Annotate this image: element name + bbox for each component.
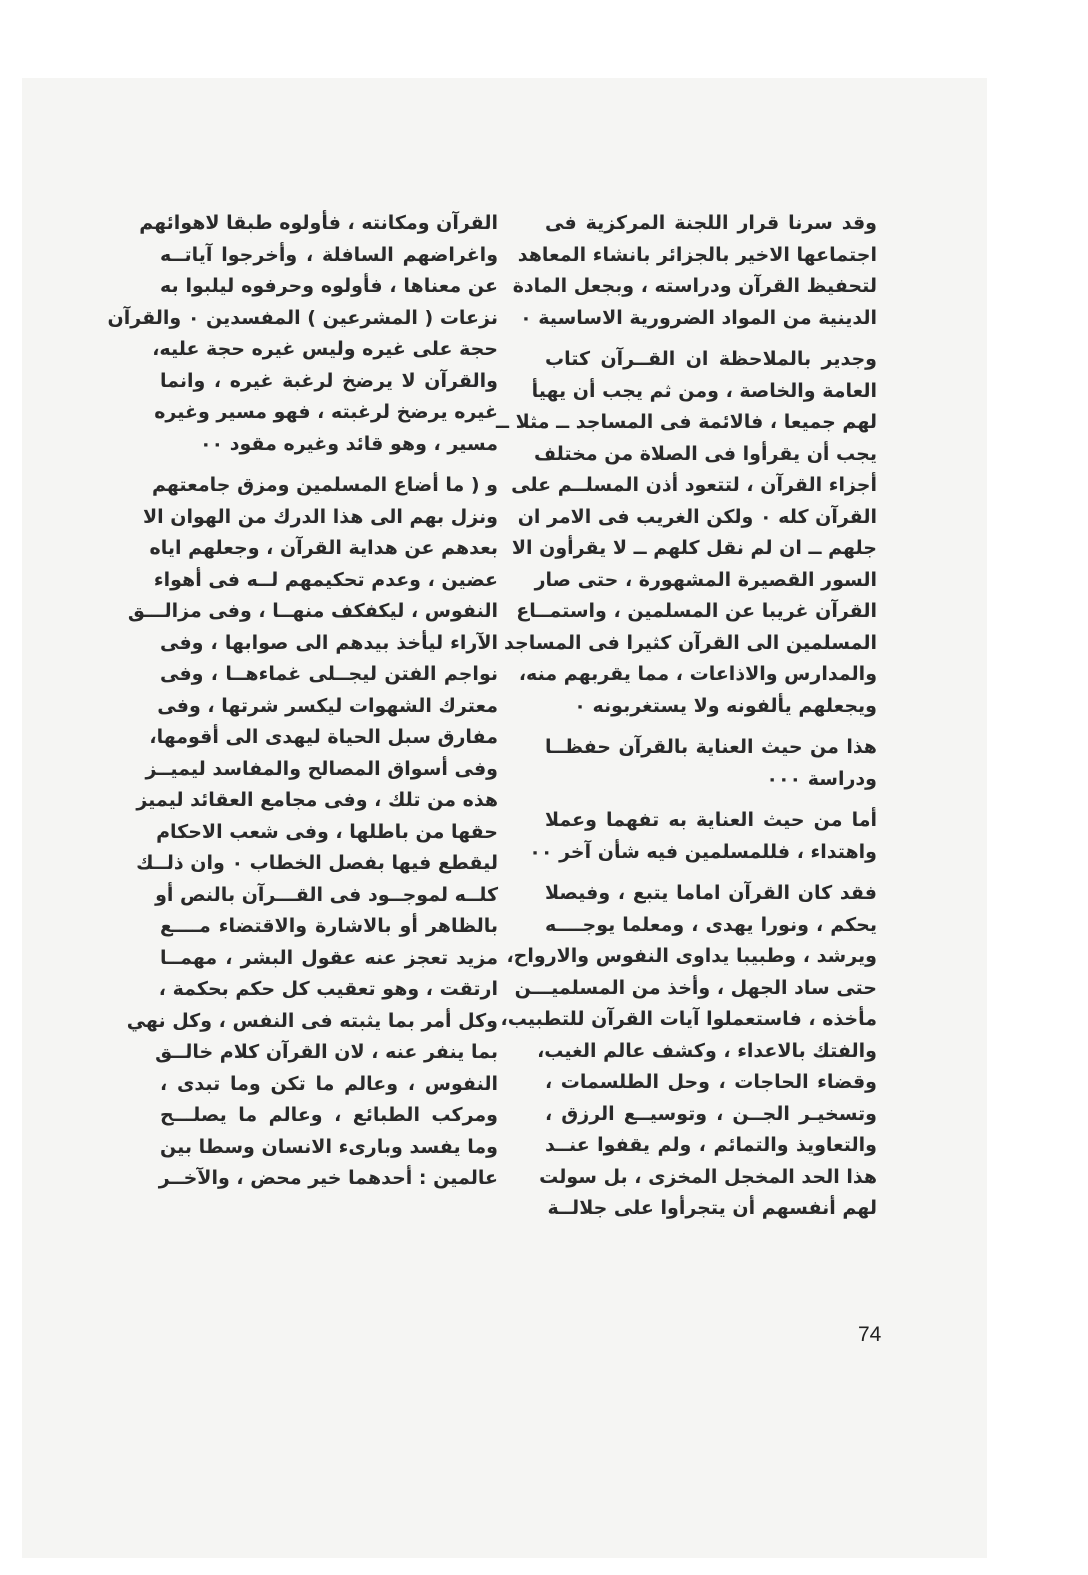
text-line: القرآن غريبا عن المسلمين ، واستمــاع <box>516 600 877 622</box>
text-line: وجدير بالملاحظة ان القــرآن كتاب <box>545 348 877 370</box>
paragraph <box>529 805 897 868</box>
text-line: وتسخيـر الجــن ، وتوسيــع الرزق ، <box>545 1102 877 1125</box>
text-line: لهم أنفسهم أن يتجرأوا على جلالــة <box>547 1197 877 1219</box>
text-line: لتحفيظ القرآن ودراسته ، وبجعل المادة <box>512 275 877 297</box>
text-line: نزعات ( المشرعين ) المفسدين ٠ والقرآن <box>107 306 498 329</box>
text-line: فقد كان القرآن اماما يتبع ، وفيصلا <box>545 882 877 904</box>
text-line: عن معناها ، فأولوه وحرفوه ليلبوا به <box>160 275 498 297</box>
text-line: الآراء ليأخذ بيدهم الى صوابها ، وفى <box>160 631 498 654</box>
text-line: المسلمين الى القرآن كثيرا فى المساجد <box>504 631 877 654</box>
text-line: جلهم ــ ان لم نقل كلهم ــ لا يقرأون الا <box>511 537 877 559</box>
text-line: اجتماعها الاخير بالجزائر بانشاء المعاهد <box>517 243 877 266</box>
paragraph <box>500 878 897 1225</box>
text-line: عالمين : أحدهما خير محض ، والآخــر <box>158 1167 498 1189</box>
text-line: حجة على غيره وليس غيره حجة عليه، <box>152 338 498 360</box>
paragraph <box>512 208 897 334</box>
text-line: والتعاويذ والتمائم ، ولم يقفوا عنــد <box>545 1134 877 1156</box>
text-line: ومركب الطبائع ، وعالم ما يصلـــح <box>160 1104 498 1126</box>
text-line: بالظاهر أو بالاشارة والاقتضاء مــــع <box>160 915 498 937</box>
text-line: أما من حيث العناية به تفهما وعملا <box>545 809 877 831</box>
page-number: 74 <box>858 1323 882 1346</box>
text-line: الدينية من المواد الضرورية الاساسية ٠ <box>520 306 877 329</box>
text-line: مزيد تعجز عنه عقول البشر ، مهمــا <box>160 946 498 969</box>
text-line: ويرشد ، وطبيبا يداوى النفوس والارواح، <box>506 945 877 967</box>
text-line: حتى ساد الجهل ، وأخذ من المسلميـــن <box>514 976 877 999</box>
text-line: النفوس ، وعالم ما تكن وما تبدى ، <box>160 1072 498 1095</box>
paragraph <box>126 470 518 1195</box>
text-line: القرآن كله ٠ ولكن الغريب فى الامر ان <box>517 505 877 528</box>
text-line: معترك الشهوات ليكسر شرتها ، وفى <box>157 694 498 717</box>
text-line: و ( ما أضاع المسلمين ومزق جامعتهم <box>151 474 498 496</box>
text-line: ارتقت ، وهو تعقيب كل حكم بحكمة ، <box>158 978 498 1000</box>
text-line: النفوس ، ليكفكف منهــا ، وفى مزالـــق <box>127 600 498 622</box>
text-line: كلــه لموجــود فى القـــرآن بالنص أو <box>155 883 498 906</box>
text-line: حقها من باطلها ، وفى شعب الاحكام <box>156 820 498 843</box>
text-line: بما ينفر عنه ، لان القرآن كلام خالــق <box>155 1041 498 1063</box>
text-line: هذه من تلك ، وفى مجامع العقائد ليميز <box>136 789 498 811</box>
text-line: القرآن ومكانته ، فأولوه طبقا لاهوائهم <box>139 212 498 234</box>
text-line: ويجعلهم يألفونه ولا يستغربونه ٠ <box>574 694 877 717</box>
text-line: غيره يرضخ لرغبته ، فهو مسير وغيره <box>154 401 498 423</box>
text-line: مفارق سبل الحياة ليهدى الى أقومها، <box>149 726 498 748</box>
text-line: وقضاء الحاجات ، وحل الطلسمات ، <box>545 1071 877 1093</box>
paragraph <box>545 732 897 795</box>
text-line: والفتك بالاعداء ، وكشف عالم الغيب، <box>537 1039 877 1062</box>
text-line: نواجم الفتن ليجــلى غماءهــا ، وفى <box>160 663 498 685</box>
text-line: والقرآن لا يرضخ لرغبة غيره ، وانما <box>160 369 498 392</box>
text-line: واغراضهم السافلة ، وأخرجوا آياتــه <box>160 243 498 266</box>
text-line: وكل أمر بما يثبته فى النفس ، وكل نهي <box>126 1009 498 1032</box>
text-line: ودراسة ٠٠٠ <box>766 767 877 790</box>
paragraph <box>107 208 518 460</box>
left-text-column <box>107 208 518 1205</box>
right-text-column <box>496 208 897 1235</box>
text-line: وقد سرنا قرار اللجنة المركزية فى <box>545 212 877 234</box>
text-line: هذا من حيث العناية بالقرآن حفظــا <box>545 736 877 758</box>
text-line: مأخذه ، فاستعملوا آيات القرآن للتطبيب، <box>500 1008 877 1030</box>
text-line: عضين ، وعدم تحكيمهم لــه فى أهواء <box>153 568 498 591</box>
text-line: وما يفسد وبارىء الانسان وسطا بين <box>160 1135 498 1158</box>
text-line: يحكم ، ونورا يهدى ، ومعلما يوجــــه <box>545 913 877 936</box>
text-line: واهتداء ، فللمسلمين فيه شأن آخر ٠٠ <box>529 840 877 863</box>
text-line: يجب أن يقرأوا فى الصلاة من مختلف <box>534 442 877 465</box>
text-line: ليقطع فيها بفصل الخطاب ٠ وان ذلــك <box>136 852 498 874</box>
text-line: والمدارس والاذاعات ، مما يقربهم منه، <box>518 663 877 685</box>
text-line: بعدهم عن هداية القرآن ، وجعلهم اياه <box>149 537 498 559</box>
text-line: هذا الحد المخجل المخزى ، بل سولت <box>539 1165 877 1188</box>
text-line: لهم جميعا ، فالائمة فى المساجد ــ مثلا ــ <box>496 411 877 433</box>
text-line: ونزل بهم الى هذا الدرك من الهوان الا <box>143 505 498 528</box>
text-line: العامة والخاصة ، ومن ثم يجب أن يهيأ <box>531 379 877 402</box>
text-line: السور القصيرة المشهورة ، حتى صار <box>534 568 877 591</box>
text-line: أجزاء القرآن ، لتتعود أذن المسلــم على <box>511 474 877 496</box>
paragraph <box>496 344 897 722</box>
text-line: مسير ، وهو قائد وغيره مقود ٠٠ <box>199 432 498 455</box>
text-line: وفى أسواق المصالح والمفاسد ليميــز <box>145 757 498 780</box>
